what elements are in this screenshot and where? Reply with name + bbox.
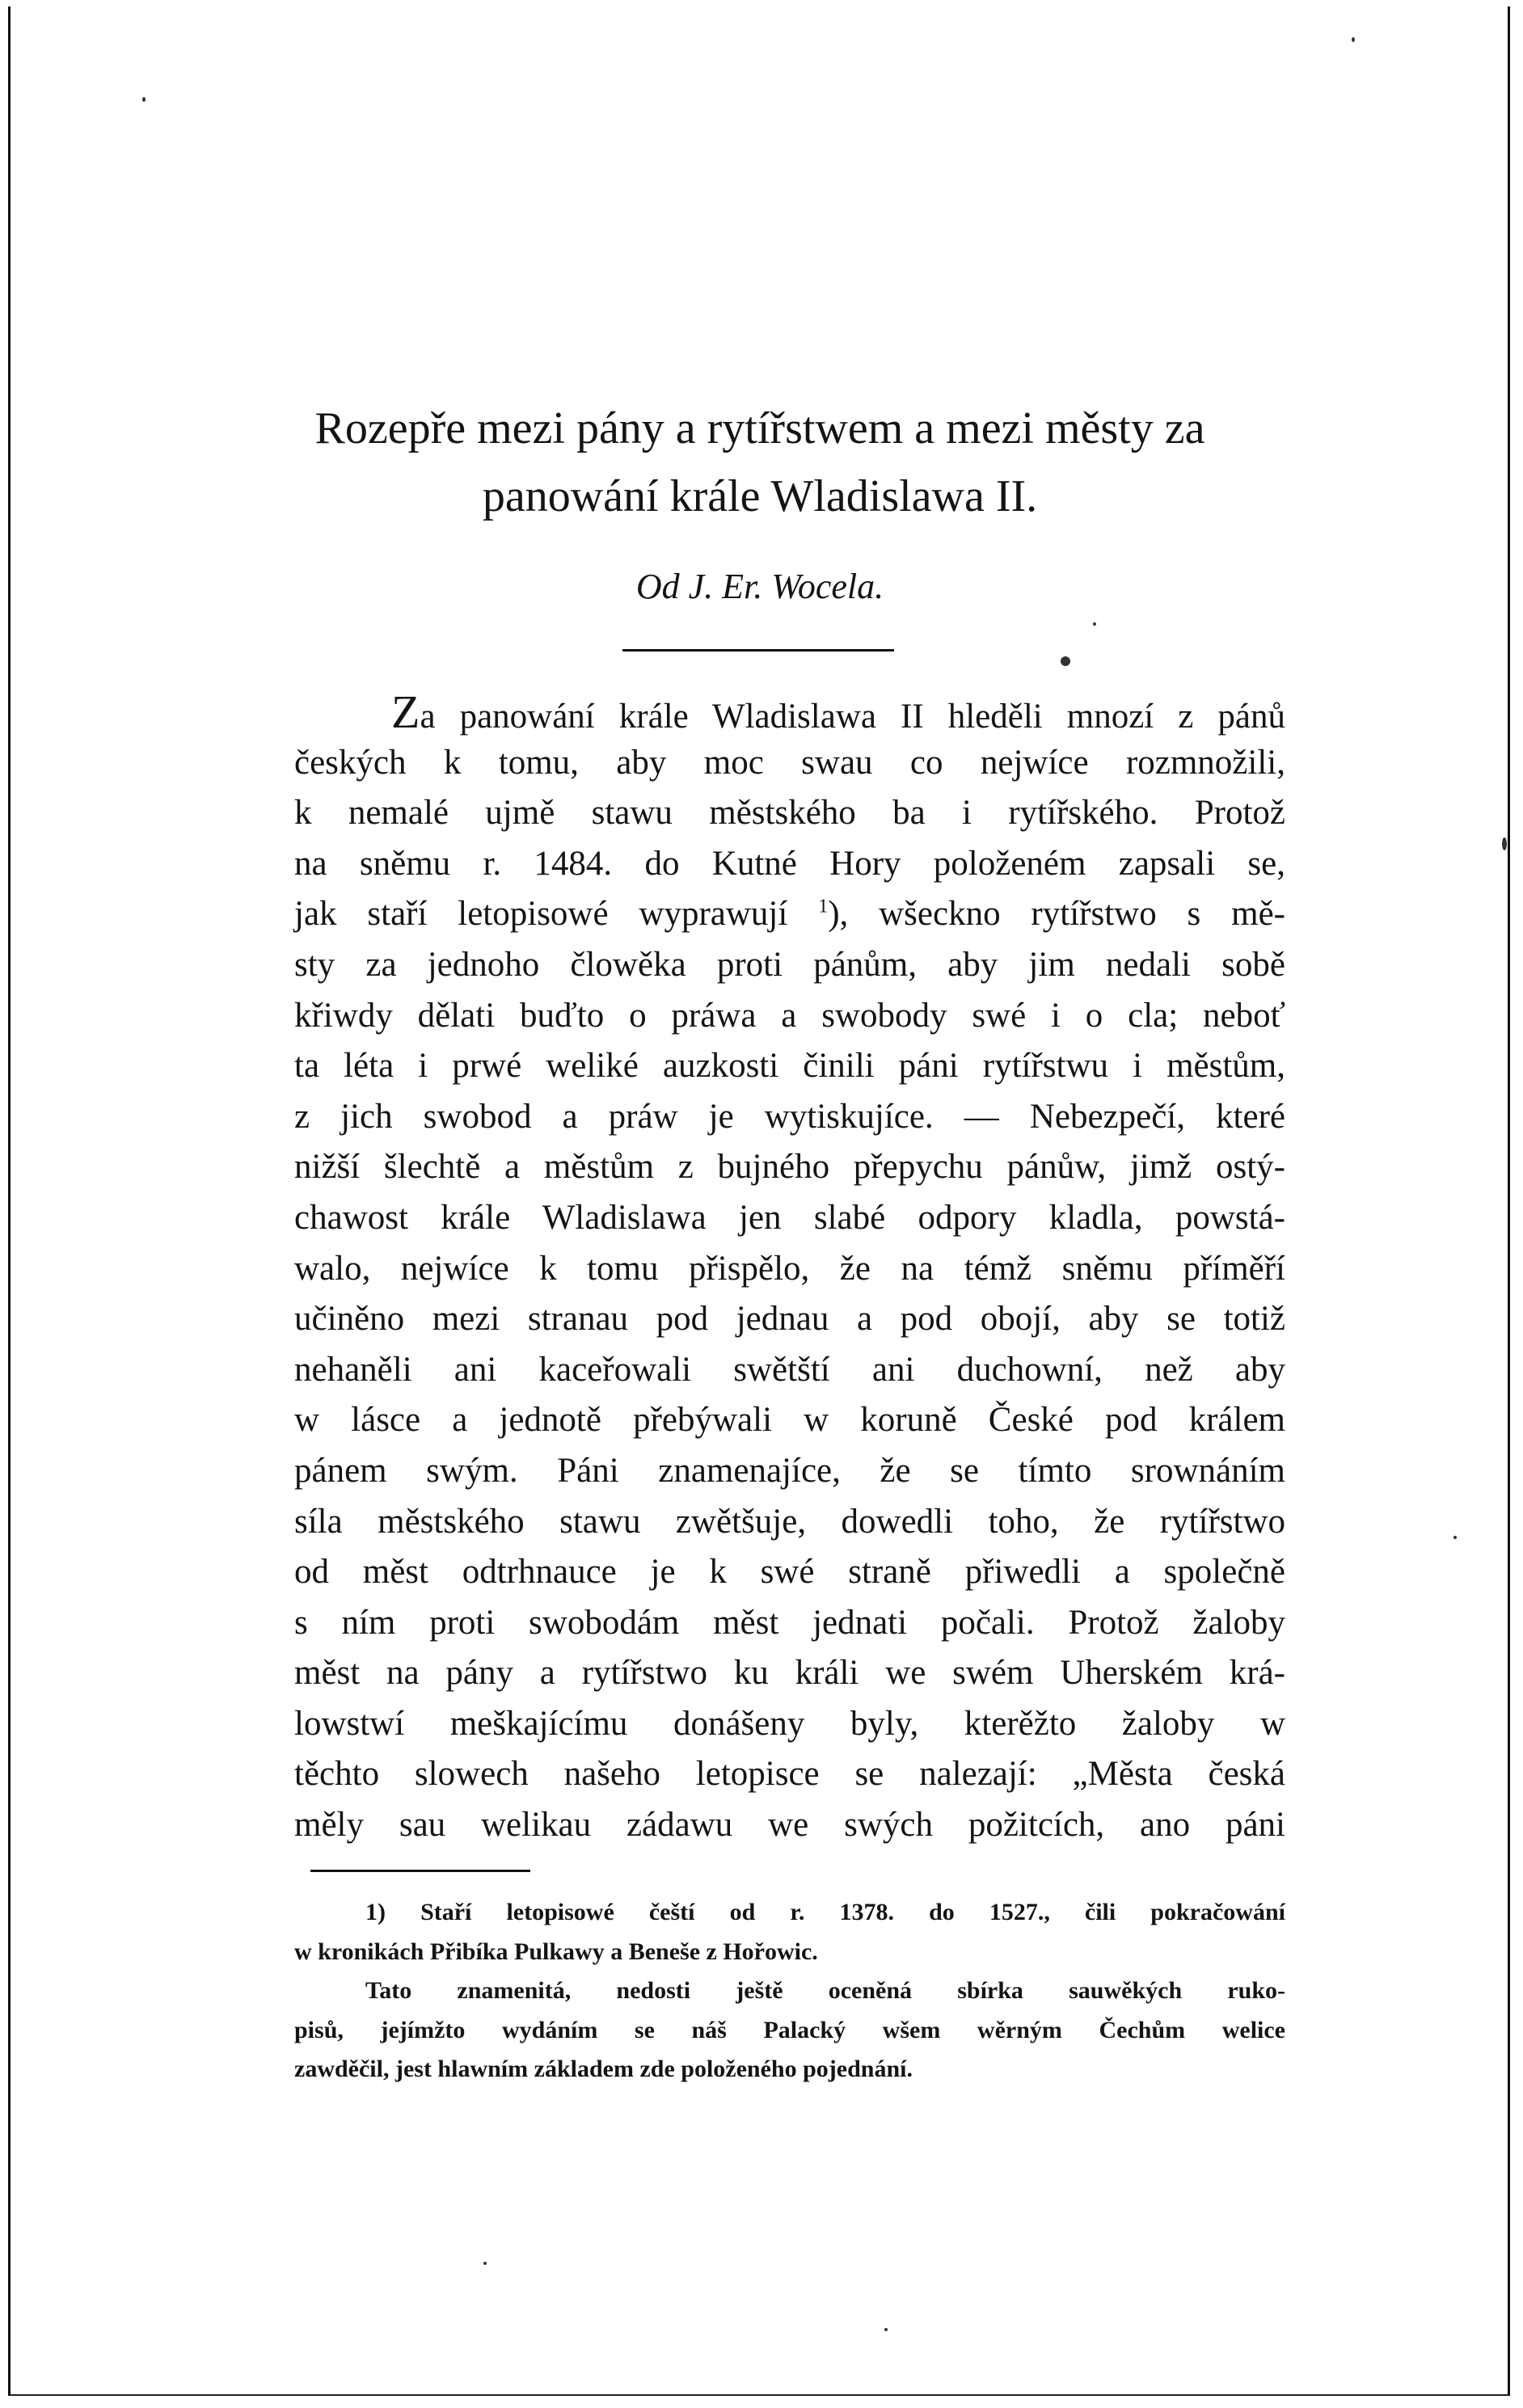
footnote-line: pisů, jejímžto wydáním se náš Palacký wšem wěrným Čechům welice [294,2016,1285,2043]
scan-speck [142,97,146,102]
body-line: měly sau welikau zádawu we swých požitcích, ano páni [294,1806,1285,1845]
author-byline: Od J. Er. Wocela. [635,567,884,606]
body-line: od měst odtrhnauce je k swé straně přiwedli a společně [294,1553,1285,1592]
scan-speck [483,2262,487,2265]
body-line: s ním proti swobodám měst jednati počali. Protož žaloby [294,1603,1285,1642]
scan-speck [1352,37,1355,42]
body-line: síla městského stawu zwětšuje, dowedli toho, že rytířstwo [294,1502,1285,1541]
footnote-line: zawděčil, jest hlawním základem zde položeného pojednání. [294,2056,913,2082]
footnote-line: w kronikách Přibíka Pulkawy a Beneše z Hořowic. [294,1938,818,1965]
scan-speck [1093,622,1096,626]
footnote-line: Tato znamenitá, nedosti ještě oceněná sbírka sauwěkých ruko- [365,1977,1285,2004]
body-line-text: ), wšeckno rytířstwo s mě- [828,895,1285,934]
scan-speck [1453,1536,1457,1539]
body-line: nižší šlechtě a městům z bujného přepychu pánůw, jimž ostý- [294,1148,1285,1187]
body-line: chawost krále Wladislawa jen slabé odpory kladla, powstá- [294,1198,1285,1237]
body-line: walo, nejwíce k tomu přispělo, že na témž sněmu příměří [294,1249,1285,1288]
title-line-1: Rozepře mezi pány a rytířstwem a mezi městy za [314,403,1205,453]
body-line: w lásce a jednotě přebýwali w koruně České pod králem [294,1401,1285,1440]
footnotes [294,1893,1285,2090]
footnote-divider [310,1870,530,1872]
body-line [294,687,1285,738]
footnote-line: 1) Staří letopisowé čeští od r. 1378. do 1527., čili pokračowání [365,1899,1285,1925]
body-line: sty za jednoho člowěka proti pánům, aby jim nedali sobě [294,945,1285,984]
body-line [294,889,1285,940]
body-line: těchto slowech našeho letopisce se nalezají: „Města česká [294,1755,1285,1794]
footnote-reference[interactable]: 1 [818,896,829,918]
body-line: z jich swobod a práw je wytiskujíce. — Nebezpečí, které [294,1097,1285,1136]
body-paragraph [294,687,1285,1851]
body-line: učiněno mezi stranau pod jednau a pod obojí, aby se totiž [294,1300,1285,1339]
drop-cap: Z [391,685,420,738]
body-line: měst na pány a rytířstwo ku králi we swém Uherském krá- [294,1654,1285,1693]
title-line-2: panowání krále Wladislawa II. [482,471,1038,521]
body-line-text: a panowání krále Wladislawa II hleděli mnozí z pánů [420,698,1285,736]
body-line: na sněmu r. 1484. do Kutné Hory položeném zapsali se, [294,844,1285,883]
body-line: křiwdy dělati buďto o práwa a swobody swé i o cla; neboť [294,996,1285,1035]
title-divider [622,649,894,652]
body-line: lowstwí meškajícímu donášeny byly, kterěžto žaloby w [294,1704,1285,1743]
article-title [267,394,1253,530]
body-line: pánem swým. Páni znamenajíce, že se tímto srownáním [294,1451,1285,1490]
body-line: nehaněli ani kaceřowali swětští ani duchowní, než aby [294,1350,1285,1389]
body-line: ta léta i prwé weliké auzkosti činili páni rytířstwu i městům, [294,1047,1285,1086]
scan-speck [884,2328,888,2331]
scan-speck [1061,656,1070,666]
body-line-text: jak staří letopisowé wyprawují [294,895,788,934]
body-line: českých k tomu, aby moc swau co nejwíce rozmnožili, [294,743,1285,782]
scan-speck [1502,837,1507,850]
body-line: k nemalé ujmě stawu městského ba i rytířského. Protož [294,794,1285,833]
